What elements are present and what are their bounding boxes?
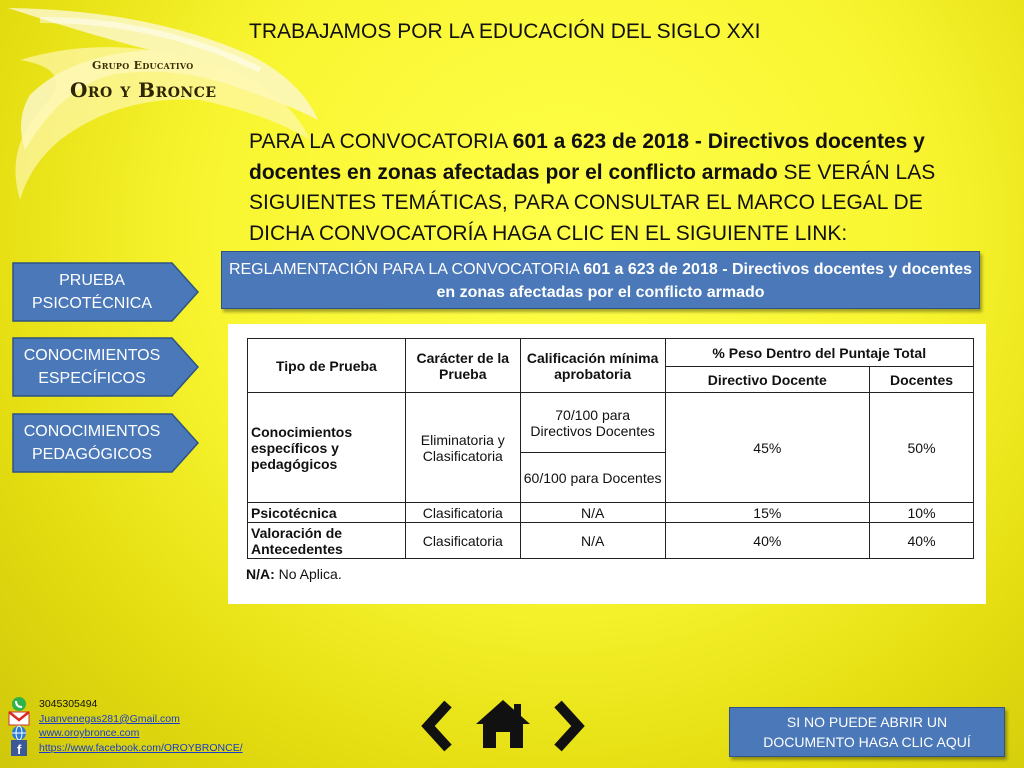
cell-docentes: 40% xyxy=(870,523,974,559)
cell-docentes: 10% xyxy=(870,503,974,523)
header-peso: % Peso Dentro del Puntaje Total xyxy=(665,339,973,367)
nav-label-line2: ESPECÍFICOS xyxy=(38,370,146,387)
note-text: No Aplica. xyxy=(274,566,342,582)
brand-name: Oro y Bronce xyxy=(70,78,217,102)
nav-conocimientos-pedagogicos-button[interactable] xyxy=(12,413,198,473)
nav-label-line1: PRUEBA xyxy=(59,272,125,289)
header-caracter: Carácter de la Prueba xyxy=(405,339,520,393)
header-calificacion: Calificación mínima aprobatoria xyxy=(520,339,665,393)
cell-directivo: 15% xyxy=(665,503,870,523)
cell-calificacion: N/A xyxy=(520,523,665,559)
cell-caracter: Clasificatoria xyxy=(405,503,520,523)
home-icon[interactable] xyxy=(474,698,532,750)
nav-label-line1: CONOCIMIENTOS xyxy=(23,423,161,440)
svg-text:f: f xyxy=(17,741,22,756)
email-link[interactable]: Juanvenegas281@Gmail.com xyxy=(39,712,180,725)
regulation-link-text: REGLAMENTACIÓN PARA LA CONVOCATORIA xyxy=(228,261,584,278)
facebook-icon xyxy=(8,740,30,756)
help-label-line2: DOCUMENTO HAGA CLIC AQUÍ xyxy=(763,734,971,750)
brand-subtitle: Grupo Educativo xyxy=(92,59,194,72)
header-docentes: Docentes xyxy=(870,367,974,393)
website-link[interactable]: www.oroybronce.com xyxy=(39,727,140,740)
regulation-link-button[interactable] xyxy=(221,251,980,309)
regulation-link-bold: 601 a 623 de 2018 - Directivos docentes y docentes en zonas afectadas por el conflicto armado xyxy=(436,261,973,301)
nav-prueba-psicotecnica-button[interactable] xyxy=(12,262,198,322)
intro-text-end: SE VERÁN LAS SIGUIENTES TEMÁTICAS, PARA CONSULTAR EL MARCO LEGAL DE DICHA CONVOCATORÍA HAGA CLIC EN EL SIGUIENTE LINK: xyxy=(249,160,936,245)
table-row xyxy=(248,503,974,523)
table-row xyxy=(248,393,974,453)
nav-label-line2: PSICOTÉCNICA xyxy=(31,295,152,312)
page-title: TRABAJAMOS POR LA EDUCACIÓN DEL SIGLO XXI xyxy=(249,20,761,43)
cell-directivo: 45% xyxy=(665,393,870,503)
contact-info xyxy=(8,697,243,755)
exam-weights-table xyxy=(247,338,974,559)
table-row xyxy=(248,523,974,559)
facebook-link[interactable]: https://www.facebook.com/OROYBRONCE/ xyxy=(39,741,243,754)
open-document-help-button[interactable] xyxy=(729,707,1005,757)
cell-tipo: Conocimientos específicos y pedagógicos xyxy=(248,393,406,503)
nav-label-line2: PEDAGÓGICOS xyxy=(31,446,153,463)
phone-number: 3045305494 xyxy=(39,698,98,711)
help-label-line1: SI NO PUEDE ABRIR UN xyxy=(786,714,948,730)
header-directivo: Directivo Docente xyxy=(665,367,870,393)
note-label: N/A: xyxy=(246,566,275,582)
intro-text-start: PARA LA CONVOCATORIA xyxy=(249,130,513,153)
intro-text-bold: 601 a 623 de 2018 - Directivos docentes y docentes en zonas afectadas por el conflicto armado xyxy=(249,130,925,184)
cell-calificacion: 70/100 para Directivos Docentes xyxy=(520,393,665,453)
intro-paragraph xyxy=(249,127,969,249)
previous-arrow-icon[interactable] xyxy=(420,700,454,752)
cell-directivo: 40% xyxy=(665,523,870,559)
cell-docentes: 50% xyxy=(870,393,974,503)
cell-tipo: Valoración de Antecedentes xyxy=(248,523,406,559)
cell-caracter: Eliminatoria y Clasificatoria xyxy=(405,393,520,503)
header-tipo: Tipo de Prueba xyxy=(248,339,406,393)
next-arrow-icon[interactable] xyxy=(552,700,586,752)
nav-label-line1: CONOCIMIENTOS xyxy=(23,347,161,364)
table-note xyxy=(246,566,342,582)
cell-calificacion: N/A xyxy=(520,503,665,523)
nav-conocimientos-especificos-button[interactable] xyxy=(12,337,198,397)
cell-tipo: Psicotécnica xyxy=(248,503,406,523)
cell-caracter: Clasificatoria xyxy=(405,523,520,559)
cell-calificacion: 60/100 para Docentes xyxy=(520,453,665,503)
